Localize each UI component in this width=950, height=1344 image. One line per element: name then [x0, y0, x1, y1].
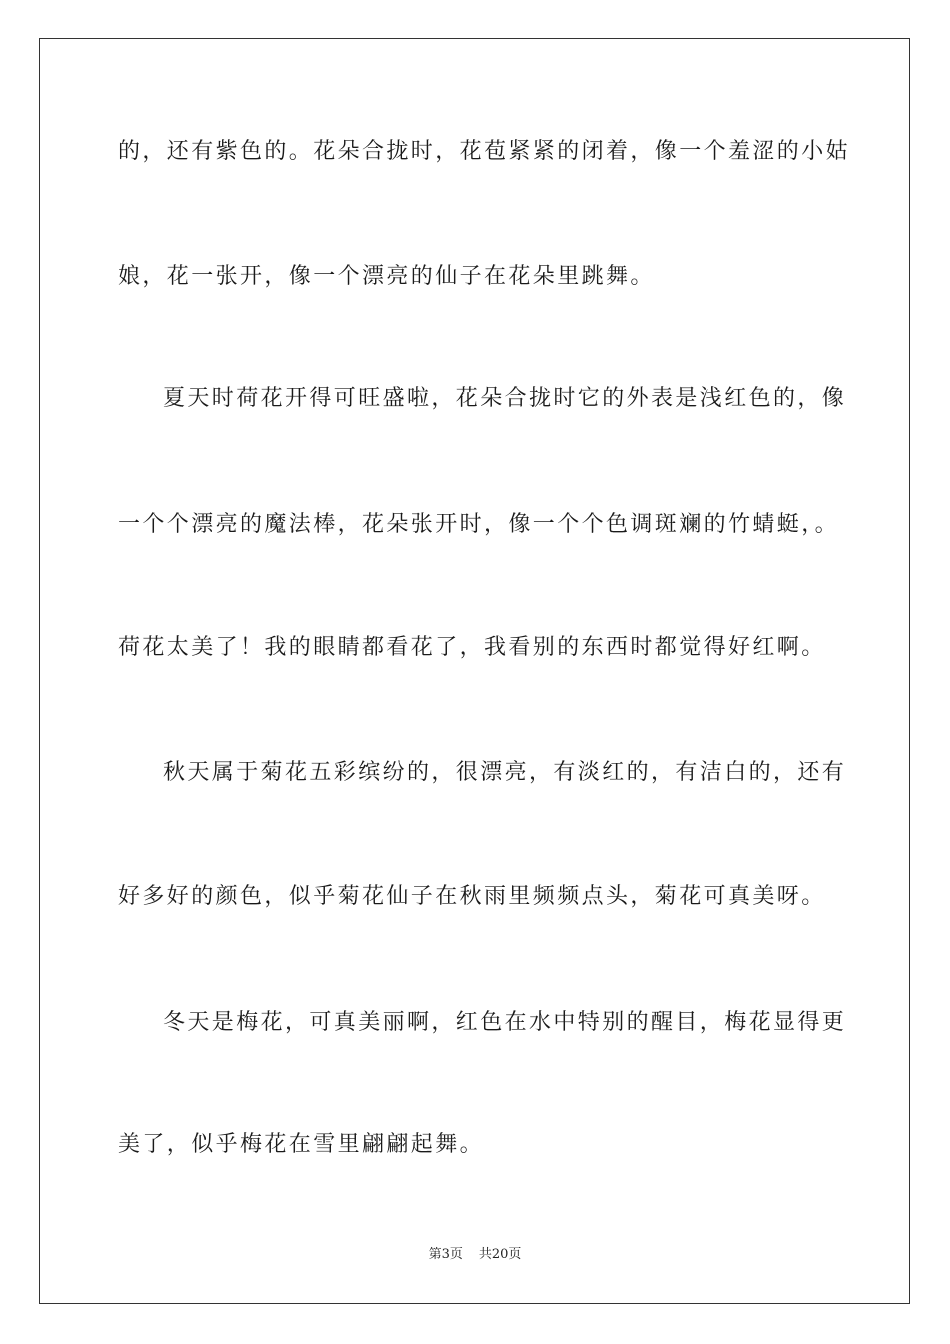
paragraph-start-line: 秋天属于菊花五彩缤纷的，很漂亮，有淡红的，有洁白的，还有 [163, 760, 847, 785]
body-text-line: 美了，似乎梅花在雪里翩翩起舞。 [118, 1132, 485, 1157]
body-text-line: 一个个漂亮的魔法棒，花朵张开时，像一个个色调斑斓的竹蜻蜓，。 [118, 512, 840, 537]
page-frame [39, 38, 910, 1304]
page-total: 共20页 [478, 1247, 522, 1262]
body-text-line: 好多好的颜色，似乎菊花仙子在秋雨里频频点头，菊花可真美呀。 [118, 884, 826, 909]
page-number: 第3页 [428, 1247, 463, 1262]
body-text-line: 娘，花一张开，像一个漂亮的仙子在花朵里跳舞。 [118, 264, 655, 289]
body-text-line: 的，还有紫色的。花朵合拢时，花苞紧紧的闭着，像一个羞涩的小姑 [118, 139, 851, 164]
paragraph-start-line: 夏天时荷花开得可旺盛啦，花朵合拢时它的外表是浅红色的，像 [163, 386, 847, 411]
page-footer [0, 1246, 950, 1264]
paragraph-start-line: 冬天是梅花，可真美丽啊，红色在水中特别的醒目，梅花显得更 [163, 1010, 847, 1035]
body-text-line: 荷花太美了！我的眼睛都看花了，我看别的东西时都觉得好红啊。 [118, 635, 826, 660]
